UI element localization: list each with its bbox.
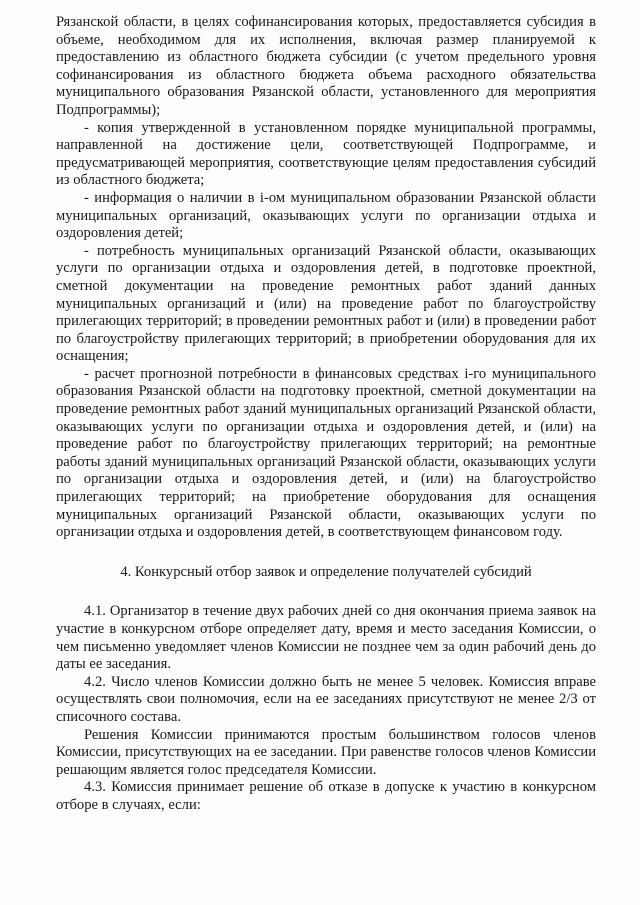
section-heading: 4. Конкурсный отбор заявок и определение получателей субсидий	[120, 563, 532, 580]
paragraph-organizations-needs: - потребность муниципальных организаций Рязанской области, оказывающих услуги по организации отдыха и оздоровления детей, в подготовке проектной, сметной документации на проведение ремонтных работ зданий данных муниципальных организаций и (или) на проведение работ по благоустройству прилегающих территорий; в проведении ремонтных работ и (или) в проведении работ по благоустройству прилегающих территорий; в приобретении оборудования для их оснащения;	[56, 242, 596, 365]
paragraph-organizations-info: - информация о наличии в i-ом муниципальном образовании Рязанской области муниципальных организаций, оказывающих услуги по организации отдыха и оздоровления детей;	[56, 189, 596, 242]
paragraph-4-1: 4.1. Организатор в течение двух рабочих дней со дня окончания приема заявок на участие в конкурсном отборе определяет дату, время и место заседания Комиссии, о чем письменно уведомляет членов Комиссии не позднее чем за один рабочий день до даты ее заседания.	[56, 603, 596, 673]
document-body	[56, 14, 596, 815]
spacer	[56, 542, 596, 564]
paragraph-forecast-calculation: - расчет прогнозной потребности в финансовых средствах i-го муниципального образования Рязанской области на подготовку проектной, сметной документации на проведение ремонтных работ зданий муниципальных организаций Рязанской области, оказывающих услуги по организации отдыха и оздоровления детей, и (или) на проведение работ по благоустройству прилегающих территорий; на ремонтные работы зданий муниципальных организаций Рязанской области, оказывающих услуги по организации отдыха и оздоровления детей, и (или) на благоустройство прилегающих территорий; на приобретение оборудования для оснащения муниципальных организаций Рязанской области, оказывающих услуги по организации отдыха и оздоровления детей, в соответствующем финансовом году.	[56, 365, 596, 541]
paragraph-4-2: 4.2. Число членов Комиссии должно быть не менее 5 человек. Комиссия вправе осуществлять свои полномочия, если на ее заседаниях присутствуют не менее 2/3 от списочного состава.	[56, 673, 596, 725]
paragraph-program-copy: - копия утвержденной в установленном порядке муниципальной программы, направленной на достижение цели, соответствующей Подпрограмме, и предусматривающей мероприятия, соответствующие целям предоставления субсидий из областного бюджета;	[56, 119, 596, 189]
paragraph-continuation: Рязанской области, в целях софинансирования которых, предоставляется субсидия в объеме, необходимом для их исполнения, включая размер планируемой к предоставлению из областного бюджета субсидии (с учетом предельного уровня софинансирования из областного бюджета объема расходного обязательства муниципального образования Рязанской области, установленного для мероприятия Подпрограммы);	[56, 14, 596, 118]
paragraph-4-3: 4.3. Комиссия принимает решение об отказе в допуске к участию в конкурсном отборе в случаях, если:	[56, 779, 596, 813]
paragraph-decisions: Решения Комиссии принимаются простым большинством голосов членов Комиссии, присутствующих на ее заседании. При равенстве голосов членов Комиссии решающим является голос председателя Комиссии.	[56, 726, 596, 778]
spacer	[56, 581, 596, 603]
